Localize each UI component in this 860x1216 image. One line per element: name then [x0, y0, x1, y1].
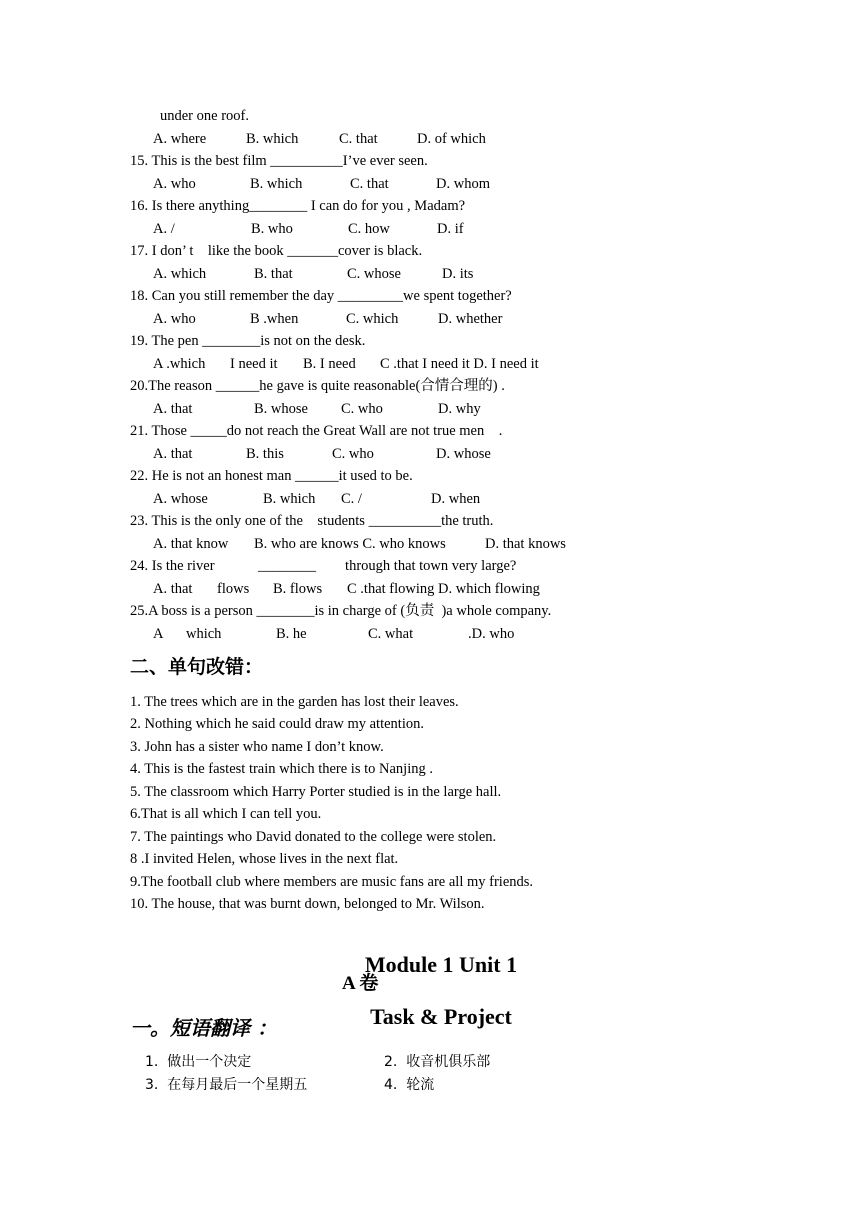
- section-heading-phrase-translation: 一。短语翻译 ：: [130, 1016, 277, 1040]
- q21-option-c: C. who: [332, 446, 374, 462]
- module-title: [0, 926, 860, 1056]
- question-21-stem: 21. Those _____do not reach the Great Wall are not true men .: [130, 423, 503, 439]
- q22-option-c: C. /: [341, 491, 362, 507]
- module-title-left: Module 1 Unit 1: [364, 952, 518, 977]
- question-19-stem: 19. The pen ________is not on the desk.: [130, 333, 366, 349]
- question-22-stem: 22. He is not an honest man ______it used to be.: [130, 468, 413, 484]
- correction-item: 1. The trees which are in the garden has lost their leaves.: [130, 694, 459, 710]
- q15-option-d: D. whom: [436, 176, 490, 192]
- q22-option-b: B. which: [263, 491, 316, 507]
- module-title-right: Task & Project: [370, 1004, 512, 1029]
- correction-item: 7. The paintings who David donated to the college were stolen.: [130, 829, 497, 845]
- q22-option-d: D. when: [431, 491, 481, 507]
- q16-option-a: A. /: [153, 221, 175, 237]
- correction-item: 5. The classroom which Harry Porter studied is in the large hall.: [130, 784, 502, 800]
- correction-item: 4. This is the fastest train which there is to Nanjing .: [130, 761, 433, 777]
- question-16-stem: 16. Is there anything________ I can do for you , Madam?: [130, 198, 466, 214]
- q20-option-d: D. why: [438, 401, 481, 417]
- q16-option-d: D. if: [437, 221, 464, 237]
- phrase-item: 4. 轮流: [384, 1077, 435, 1093]
- phrase-item: 3. 在每月最后一个星期五: [145, 1077, 308, 1093]
- question-25-stem: 25.A boss is a person ________is in charge of (负责 )a whole company.: [130, 603, 552, 619]
- q18-option-c: C. which: [346, 311, 399, 327]
- q18-option-a: A. who: [153, 311, 196, 327]
- option-b: B. which: [246, 131, 299, 147]
- phrase-item: 1. 做出一个决定: [145, 1054, 252, 1070]
- q18-option-b: B .when: [250, 311, 299, 327]
- correction-item: 9.The football club where members are music fans are all my friends.: [130, 874, 534, 890]
- q17-option-c: C. whose: [347, 266, 401, 282]
- question-17-stem: 17. I don’ t like the book _______cover is black.: [130, 243, 423, 259]
- q19-option-b: B. I need: [303, 356, 356, 372]
- option-c: C. that: [339, 131, 378, 147]
- option-a: A. where: [153, 131, 207, 147]
- question-20-stem: 20.The reason ______he gave is quite reasonable(合情合理的) .: [130, 378, 505, 394]
- q24-option-a: A. that: [153, 581, 193, 597]
- q21-option-a: A. that: [153, 446, 193, 462]
- correction-item: 10. The house, that was burnt down, belonged to Mr. Wilson.: [130, 896, 485, 912]
- q24-option-cd: C .that flowing D. which flowing: [347, 581, 540, 597]
- q23-option-bc: B. who are knows C. who knows: [254, 536, 446, 552]
- q20-option-b: B. whose: [254, 401, 308, 417]
- q17-option-b: B. that: [254, 266, 293, 282]
- question-14-continuation: under one roof.: [160, 108, 249, 124]
- q23-option-a: A. that know: [153, 536, 229, 552]
- question-18-stem: 18. Can you still remember the day _________we spent together?: [130, 288, 512, 304]
- q19-option-cd: C .that I need it D. I need it: [380, 356, 539, 372]
- q17-option-a: A. which: [153, 266, 207, 282]
- question-24-stem: 24. Is the river ________ through that town very large?: [130, 558, 517, 574]
- q25-option-b: B. he: [276, 626, 307, 642]
- q16-option-c: C. how: [348, 221, 390, 237]
- q19-option-a-text: I need it: [230, 356, 278, 372]
- correction-item: 6.That is all which I can tell you.: [130, 806, 322, 822]
- q19-option-a: A .which: [153, 356, 206, 372]
- q20-option-a: A. that: [153, 401, 193, 417]
- q18-option-d: D. whether: [438, 311, 503, 327]
- q15-option-b: B. which: [250, 176, 303, 192]
- q15-option-c: C. that: [350, 176, 389, 192]
- question-23-stem: 23. This is the only one of the students __________the truth.: [130, 513, 494, 529]
- q17-option-d: D. its: [442, 266, 474, 282]
- q23-option-d: D. that knows: [485, 536, 566, 552]
- q20-option-c: C. who: [341, 401, 383, 417]
- q22-option-a: A. whose: [153, 491, 208, 507]
- q24-option-a-text: flows: [217, 581, 250, 597]
- q25-option-a: A: [153, 626, 164, 642]
- correction-item: 2. Nothing which he said could draw my attention.: [130, 716, 424, 732]
- q25-option-c: C. what: [368, 626, 414, 642]
- q16-option-b: B. who: [251, 221, 293, 237]
- q25-option-d: .D. who: [468, 626, 515, 642]
- correction-item: 8 .I invited Helen, whose lives in the next flat.: [130, 851, 399, 867]
- phrase-item: 2. 收音机俱乐部: [384, 1054, 491, 1070]
- q21-option-b: B. this: [246, 446, 284, 462]
- q25-option-a-text: which: [186, 626, 222, 642]
- correction-item: 3. John has a sister who name I don’t know.: [130, 739, 384, 755]
- q24-option-b: B. flows: [273, 581, 323, 597]
- q21-option-d: D. whose: [436, 446, 491, 462]
- volume-label: A 卷: [342, 973, 379, 994]
- option-d: D. of which: [417, 131, 486, 147]
- question-15-stem: 15. This is the best film __________I’ve ever seen.: [130, 153, 428, 169]
- q15-option-a: A. who: [153, 176, 196, 192]
- section-heading-error-correction: 二、单句改错：: [130, 656, 264, 678]
